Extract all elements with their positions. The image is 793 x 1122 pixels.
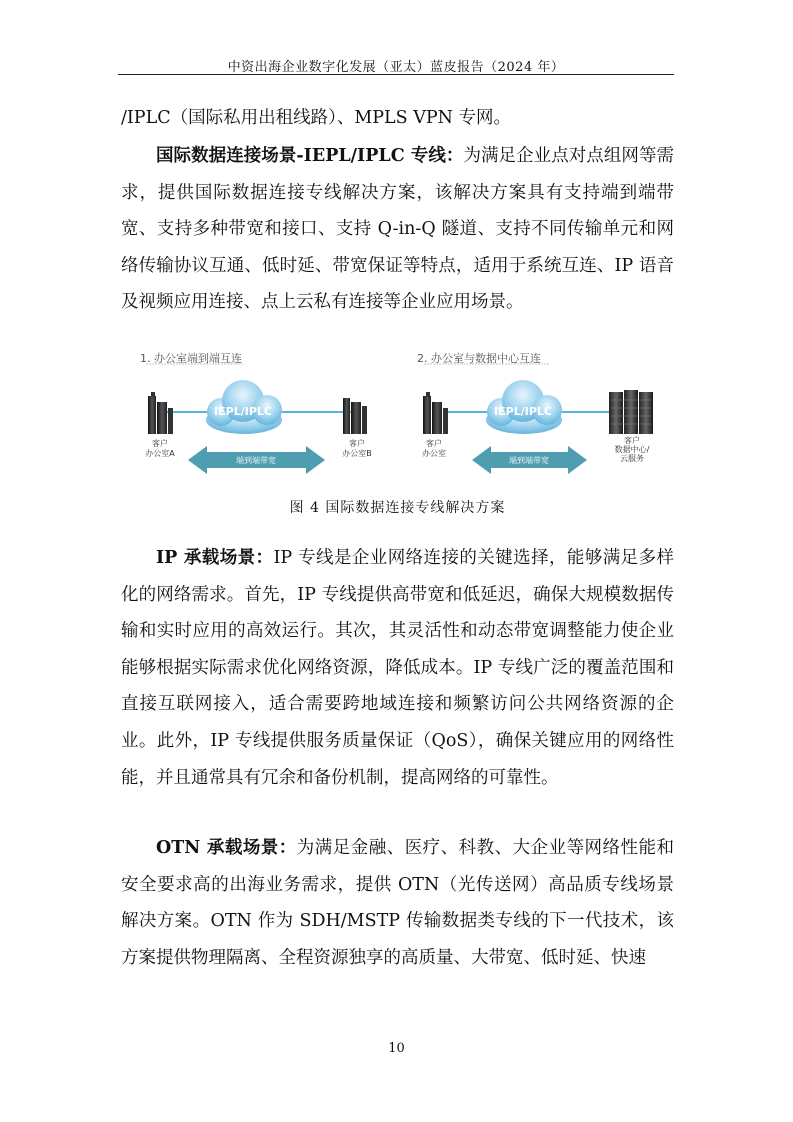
left-office-b-label: 客户 [349, 439, 365, 448]
paragraph-heading: 国际数据连接场景-IEPL/IPLC 专线： [156, 146, 464, 166]
paragraph-text: 为满足企业点对点组网等需求，提供国际数据连接专线解决方案，该解决方案具有支持端到端带宽、支持多种带宽和接口、支持 Q-in-Q 隧道、支持不同传输单元和网络传输协议互通、低时延、带宽保证等特点，适用于系统互连、IP 语音及视频应用连接、点上云私有连接等企业应用场景。 [121, 146, 674, 313]
left-diagram-title: 1. 办公室端到端互连 [140, 352, 242, 365]
paragraph-text: 为满足金融、医疗、科教、大企业等网络性能和安全要求高的出海业务需求，提供 OTN（光传送网）高品质专线场景解决方案。OTN 作为 SDH/MSTP 传输数据类专线的下一代技术，该方案提供物理隔离、全程资源独享的高质量、大带宽、低时延、快速 [121, 838, 675, 968]
paragraph-iepl-iplc [121, 138, 674, 321]
left-office-a-label: 客户 [152, 439, 168, 448]
paragraph-text: IP 专线是企业网络连接的关键选择，能够满足多样化的网络需求。首先，IP 专线提供高带宽和低延迟，确保大规模数据传输和实时应用的高效运行。其次，其灵活性和动态带宽调整能力使企业能够根据实际需求优化网络资源，降低成本。IP 专线广泛的覆盖范围和直接互联网接入，适合需要跨地域连接和频繁访问公共网络资源的企业。此外，IP 专线提供服务质量保证（QoS），确保关键应用的网络性能，并且通常具有冗余和备份机制，提高网络的可靠性。 [121, 548, 675, 788]
network-diagram [121, 346, 674, 491]
paragraph-text: /IPLC（国际私用出租线路）、MPLS VPN 专网。 [121, 108, 511, 128]
left-cloud-label: IEPL/IPLC [214, 405, 272, 418]
paragraph-ip-bearer [121, 540, 674, 796]
right-office-sublabel: 办公室 [422, 449, 446, 458]
server-rack-icon [609, 390, 653, 434]
figure-caption: 图 4 国际数据连接专线解决方案 [289, 500, 506, 516]
building-icon [148, 392, 173, 434]
right-cloud-label: IEPL/IPLC [494, 405, 552, 418]
header-divider [118, 74, 674, 75]
paragraph-intro-tail [121, 100, 674, 137]
building-icon [343, 398, 367, 434]
left-office-b-sublabel: 办公室B [342, 449, 372, 458]
page-number: 10 [388, 1041, 405, 1056]
right-datacenter-label: 客户 [624, 436, 640, 445]
right-bandwidth-label: 端到端带宽 [509, 456, 549, 465]
right-diagram-title: 2. 办公室与数据中心互连 [417, 352, 541, 365]
paragraph-heading: IP 承载场景： [156, 548, 274, 568]
right-cloud-service-label: 云服务 [620, 454, 644, 463]
left-bandwidth-label: 端到端带宽 [236, 456, 276, 465]
left-office-a-sublabel: 办公室A [145, 449, 175, 458]
building-icon [423, 392, 448, 434]
page-header: 中资出海企业数字化发展（亚太）蓝皮报告（2024 年） [227, 60, 565, 75]
paragraph-heading: OTN 承载场景： [156, 838, 297, 858]
right-datacenter-sublabel: 数据中心/ [614, 445, 650, 454]
right-office-label: 客户 [426, 439, 442, 448]
paragraph-otn-bearer [121, 830, 674, 976]
network-diagram-figure [121, 346, 674, 491]
